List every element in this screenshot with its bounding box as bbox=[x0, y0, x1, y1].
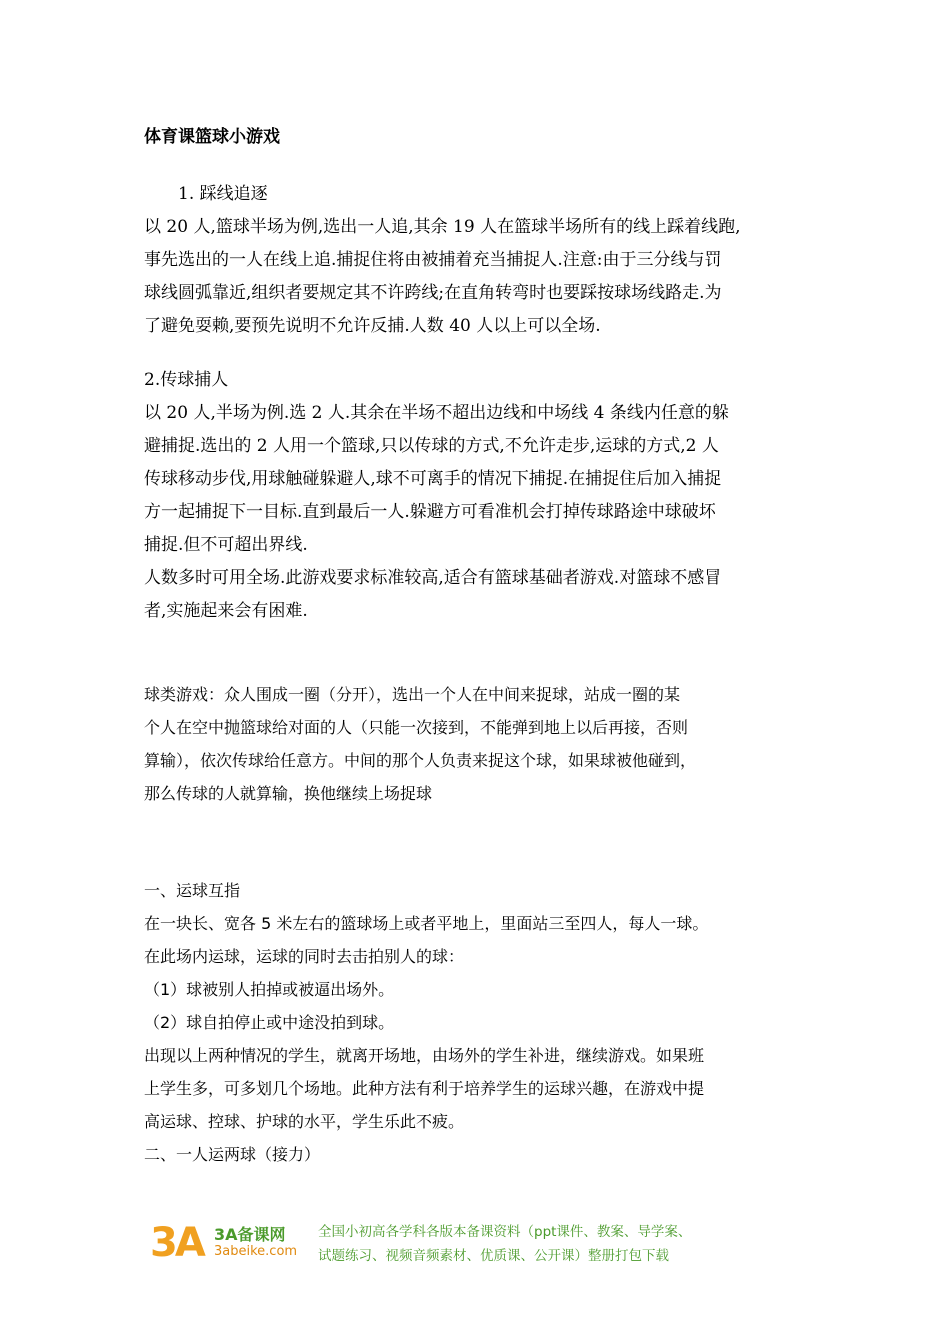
paragraph-line: 那么传球的人就算输，换他继续上场捉球 bbox=[144, 784, 433, 803]
footer-banner bbox=[150, 1216, 810, 1272]
paragraph-line: （1）球被别人拍掉或被逼出场外。 bbox=[144, 980, 395, 999]
paragraph-line: 在此场内运球，运球的同时去击拍别人的球： bbox=[144, 947, 465, 966]
paragraph-line: 传球移动步伐,用球触碰躲避人,球不可离手的情况下捕捉.在捕捉住后加入捕捉 bbox=[144, 469, 722, 489]
paragraph-line: 球线圆弧靠近,组织者要规定其不许跨线;在直角转弯时也要踩按球场线路走.为 bbox=[144, 283, 722, 303]
paragraph-line: 事先选出的一人在线上追.捕捉住将由被捕着充当捕捉人.注意:由于三分线与罚 bbox=[144, 250, 722, 270]
paragraph-line: 在一块长、宽各 5 米左右的篮球场上或者平地上，里面站三至四人，每人一球。 bbox=[144, 914, 709, 933]
section-heading: 一、运球互指 bbox=[144, 881, 241, 900]
paragraph-line: 者,实施起来会有困难. bbox=[144, 601, 308, 621]
section-heading: 二、一人运两球（接力） bbox=[144, 1145, 321, 1164]
logo-url[interactable]: 3abeike.com bbox=[214, 1244, 298, 1259]
section-heading: 1. 踩线追逐 bbox=[178, 184, 268, 204]
document-title: 体育课篮球小游戏 bbox=[144, 127, 280, 147]
paragraph-line: 了避免耍赖,要预先说明不允许反捕.人数 40 人以上可以全场. bbox=[144, 316, 601, 336]
footer-promo-text bbox=[318, 1220, 818, 1268]
section-pass-and-catch bbox=[144, 364, 814, 628]
paragraph-line: 高运球、控球、护球的水平，学生乐此不疲。 bbox=[144, 1112, 465, 1131]
paragraph-line: 上学生多，可多划几个场地。此种方法有利于培养学生的运球兴趣，在游戏中提 bbox=[144, 1079, 705, 1098]
paragraph-line: 以 20 人,篮球半场为例,选出一人追,其余 19 人在篮球半场所有的线上踩着线跑, bbox=[144, 217, 741, 237]
logo-name: 3A备课网 bbox=[214, 1225, 286, 1244]
logo-mark-text: 3A bbox=[150, 1220, 203, 1266]
footer-text-line: 试题练习、视频音频素材、优质课、公开课）整册打包下载 bbox=[318, 1248, 669, 1264]
paragraph-line: 捕捉.但不可超出界线. bbox=[144, 535, 308, 555]
paragraph-line: 以 20 人,半场为例.选 2 人.其余在半场不超出边线和中场线 4 条线内任意的躲 bbox=[144, 403, 729, 423]
paragraph-line: 方一起捕捉下一目标.直到最后一人.躲避方可看准机会打掉传球路途中球破坏 bbox=[144, 502, 716, 522]
site-logo-icon bbox=[150, 1220, 212, 1266]
paragraph-line: 个人在空中抛篮球给对面的人（只能一次接到，不能弹到地上以后再接，否则 bbox=[144, 718, 689, 737]
section-heading: 2.传球捕人 bbox=[144, 370, 229, 390]
paragraph-line: 避捕捉.选出的 2 人用一个篮球,只以传球的方式,不允许走步,运球的方式,2 人 bbox=[144, 436, 719, 456]
paragraph-line: 球类游戏：众人围成一圈（分开），选出一个人在中间来捉球，站成一圈的某 bbox=[144, 685, 681, 704]
paragraph-line: 算输），依次传球给任意方。中间的那个人负责来捉这个球，如果球被他碰到， bbox=[144, 751, 697, 770]
section-dribble-game bbox=[144, 874, 814, 1171]
paragraph-line: （2）球自拍停止或中途没拍到球。 bbox=[144, 1013, 395, 1032]
section-tread-line-chase bbox=[144, 178, 814, 343]
footer-text-line: 全国小初高各学科各版本备课资料（ppt课件、教案、导学案、 bbox=[318, 1224, 692, 1240]
paragraph-line: 人数多时可用全场.此游戏要求标准较高,适合有篮球基础者游戏.对篮球不感冒 bbox=[144, 568, 722, 588]
section-ball-game bbox=[144, 678, 814, 810]
paragraph-line: 出现以上两种情况的学生，就离开场地，由场外的学生补进，继续游戏。如果班 bbox=[144, 1046, 705, 1065]
